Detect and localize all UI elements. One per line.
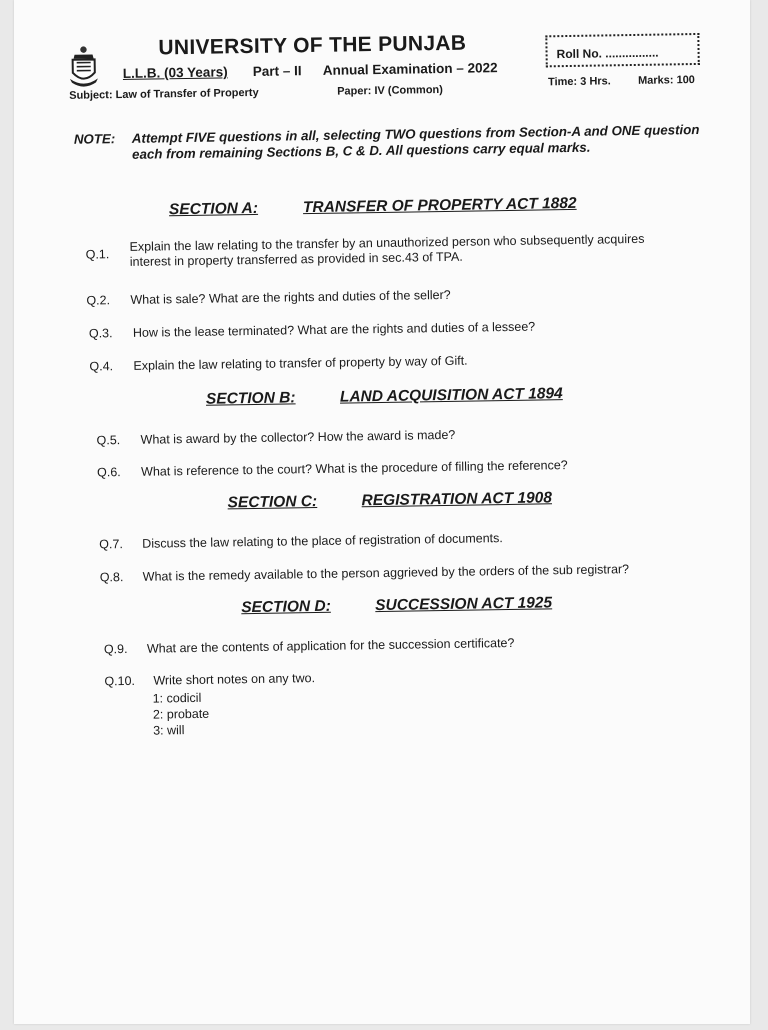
university-crest-icon bbox=[66, 44, 101, 89]
subject-line: Subject: Law of Transfer of Property bbox=[69, 86, 259, 102]
question-text: How is the lease terminated? What are the rights and duties of a lessee? bbox=[132, 319, 536, 340]
question-number: Q.7. bbox=[99, 537, 123, 552]
section-d-label: SECTION D: bbox=[241, 597, 331, 617]
note-label: NOTE: bbox=[73, 131, 116, 147]
question-text: What is reference to the court? What is the procedure of filling the reference? bbox=[140, 458, 568, 479]
question-number: Q.3. bbox=[88, 326, 113, 341]
exam-title: Annual Examination – 2022 bbox=[322, 60, 498, 78]
question-text: Explain the law relating to transfer of property by way of Gift. bbox=[133, 353, 468, 373]
question-number: Q.2. bbox=[86, 293, 111, 308]
section-c-title: REGISTRATION ACT 1908 bbox=[361, 489, 553, 510]
question-text: What are the contents of application for the succession certificate? bbox=[146, 635, 515, 656]
short-note-item: 3: will bbox=[153, 723, 185, 738]
question-text: What is the remedy available to the person aggrieved by the orders of the sub registrar? bbox=[142, 562, 630, 584]
total-marks: Marks: 100 bbox=[637, 74, 695, 87]
question-text: What is sale? What are the rights and duties of the seller? bbox=[130, 287, 451, 307]
instructions-note bbox=[73, 121, 704, 162]
section-a-label: SECTION A: bbox=[168, 199, 259, 219]
question-number: Q.1. bbox=[85, 247, 110, 262]
question-number: Q.9. bbox=[103, 641, 128, 657]
short-note-item: 2: probate bbox=[152, 706, 210, 722]
question-text: Write short notes on any two. bbox=[153, 671, 316, 688]
question-text: Discuss the law relating to the place of registration of documents. bbox=[142, 531, 503, 551]
time-allowed: Time: 3 Hrs. bbox=[547, 75, 611, 89]
question-number: Q.5. bbox=[96, 433, 121, 448]
question-number: Q.10. bbox=[104, 673, 136, 689]
short-note-item: 1: codicil bbox=[152, 690, 202, 706]
roll-number-field: Roll No. ................ bbox=[556, 45, 659, 62]
section-a-title: TRANSFER OF PROPERTY ACT 1882 bbox=[302, 194, 577, 217]
section-c-label: SECTION C: bbox=[227, 493, 318, 512]
university-title: UNIVERSITY OF THE PUNJAB bbox=[158, 31, 467, 60]
note-text: Attempt FIVE questions in all, selecting TWO questions from Section-A and ONE question each from remaining Sections B, C & D. All questions carry equal marks. bbox=[131, 121, 700, 162]
section-d-title: SUCCESSION ACT 1925 bbox=[375, 594, 553, 615]
exam-part: Part – II bbox=[252, 63, 302, 79]
question-text: Explain the law relating to the transfer by an unauthorized person who subsequently acquires interest in property transferred as provided in sec.43 of TPA. bbox=[129, 231, 645, 269]
paper-line: Paper: IV (Common) bbox=[337, 83, 443, 98]
question-number: Q.8. bbox=[99, 570, 124, 585]
question-number: Q.4. bbox=[89, 359, 114, 374]
section-b-title: LAND ACQUISITION ACT 1894 bbox=[339, 385, 563, 406]
question-number: Q.6. bbox=[96, 465, 121, 480]
question-text: What is award by the collector? How the award is made? bbox=[140, 427, 456, 447]
section-b-label: SECTION B: bbox=[205, 389, 296, 408]
program-name: L.L.B. (03 Years) bbox=[122, 64, 228, 81]
